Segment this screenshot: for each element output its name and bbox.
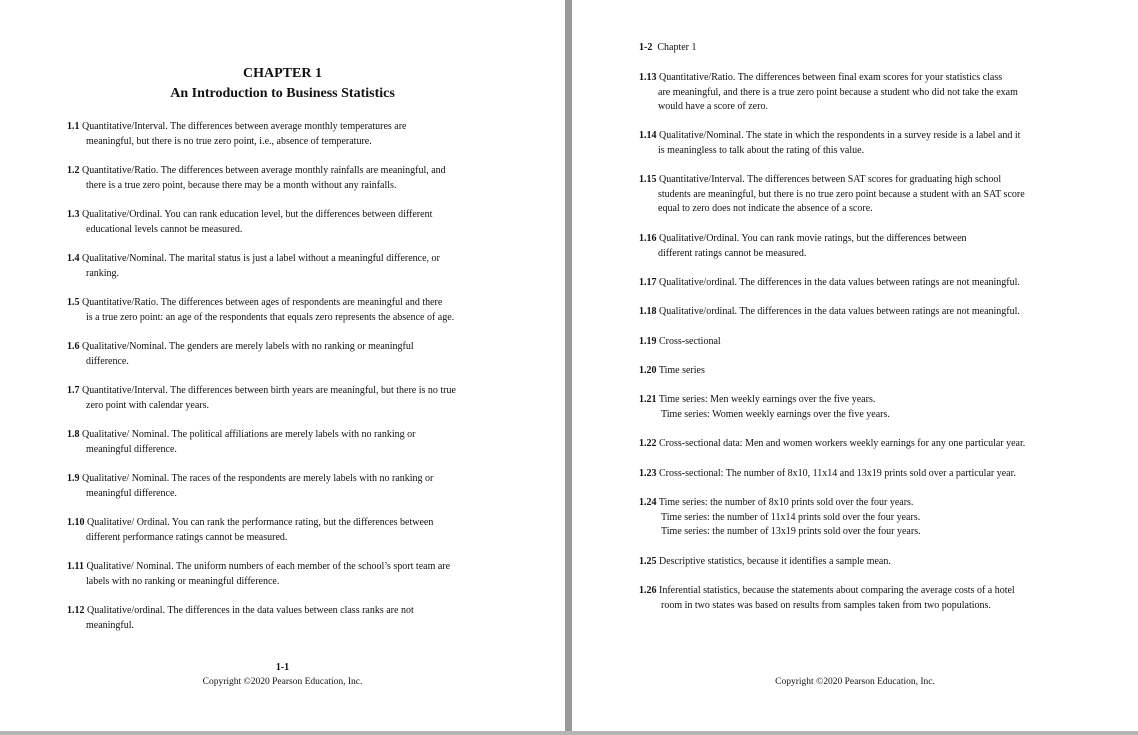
- answer-number: 1.26: [639, 585, 657, 596]
- answer-line: Qualitative/ordinal. The differences in the data values between ratings are not meaningful.: [659, 277, 1020, 288]
- answer-line: Cross-sectional: [659, 336, 721, 347]
- answer-number: 1.14: [639, 130, 657, 141]
- answer-item: [639, 276, 1020, 291]
- answer-number: 1.5: [67, 297, 80, 308]
- answer-number: 1.10: [67, 517, 85, 528]
- answer-item: [67, 252, 440, 281]
- answer-number: 1.8: [67, 429, 80, 440]
- answer-line: Qualitative/ Nominal. The political affiliations are merely labels with no ranking or: [82, 429, 416, 440]
- answer-item: [67, 472, 433, 501]
- answer-item: [639, 364, 705, 379]
- answer-number: 1.25: [639, 556, 657, 567]
- answer-line: ranking.: [86, 267, 120, 279]
- answer-line: are meaningful, and there is a true zero point because a student who did not take the exam: [658, 86, 1018, 98]
- answer-line: Qualitative/Nominal. The marital status is just a label without a meaningful difference, or: [82, 253, 440, 264]
- answer-number: 1.16: [639, 233, 657, 244]
- answer-item: [67, 208, 432, 237]
- answer-line: room in two states was based on results from samples taken from two populations.: [661, 599, 991, 611]
- answer-item: [639, 305, 1020, 320]
- answer-item: [639, 232, 967, 261]
- answer-line: educational levels cannot be measured.: [86, 223, 243, 235]
- answer-number: 1.19: [639, 336, 657, 347]
- answer-number: 1.2: [67, 165, 80, 176]
- answer-line: would have a score of zero.: [658, 101, 768, 112]
- answer-item: [639, 555, 891, 570]
- answer-number: 1.15: [639, 174, 657, 185]
- answer-item: [639, 173, 1025, 217]
- answer-line: Qualitative/Ordinal. You can rank education level, but the differences between different: [82, 209, 433, 220]
- answer-line: Qualitative/ Nominal. The uniform numbers of each member of the school’s sport team are: [86, 561, 451, 572]
- answer-item: [639, 393, 890, 422]
- answer-number: 1.9: [67, 473, 80, 484]
- answer-item: [67, 428, 415, 457]
- answer-line: Time series: the number of 13x19 prints sold over the four years.: [661, 526, 921, 537]
- chapter-subtitle: An Introduction to Business Statistics: [170, 86, 395, 101]
- answer-number: 1.24: [639, 497, 657, 508]
- answer-line: Time series: [658, 365, 705, 376]
- running-head: [639, 42, 697, 53]
- right-page: [572, 0, 1138, 731]
- answer-line: there is a true zero point, because there may be a month without any rainfalls.: [86, 179, 397, 191]
- answer-line: Qualitative/Nominal. The state in which the respondents in a survey reside is a label and it: [659, 130, 1021, 141]
- answer-item: [67, 604, 414, 633]
- answer-line: zero point with calendar years.: [86, 399, 210, 411]
- answer-line: is a true zero point: an age of the respondents that equals zero represents the absence of age.: [86, 311, 455, 323]
- answer-number: 1.6: [67, 341, 80, 352]
- answer-item: [67, 296, 454, 325]
- answer-number: 1.3: [67, 209, 80, 220]
- answer-item: [639, 437, 1025, 452]
- answer-number: 1.11: [67, 561, 84, 572]
- answer-line: Quantitative/Ratio. The differences between average monthly rainfalls are meaningful, and: [82, 165, 446, 176]
- answer-line: Quantitative/Interval. The differences between birth years are meaningful, but there is no true: [82, 385, 456, 396]
- page-divider: [565, 0, 572, 735]
- answer-line: meaningful difference.: [86, 487, 177, 499]
- running-head-text: Chapter 1: [657, 42, 697, 53]
- page-number: 1-1: [275, 662, 290, 673]
- answer-line: Qualitative/ordinal. The differences in the data values between ratings are not meaningful.: [659, 306, 1020, 317]
- answer-number: 1.21: [639, 394, 657, 405]
- answer-line: meaningful difference.: [86, 443, 177, 455]
- answer-number: 1.23: [639, 468, 657, 479]
- answer-number: 1.22: [639, 438, 657, 449]
- answer-item: [67, 384, 456, 413]
- answer-line: Qualitative/ Ordinal. You can rank the performance rating, but the differences between: [87, 517, 434, 528]
- running-head-number: 1-2: [639, 42, 653, 53]
- answer-line: different ratings cannot be measured.: [658, 247, 807, 259]
- answer-number: 1.17: [639, 277, 657, 288]
- answer-item: [639, 584, 1015, 613]
- answer-item: [639, 71, 1018, 115]
- answer-line: is meaningless to talk about the rating of this value.: [658, 144, 865, 156]
- chapter-title: CHAPTER 1: [243, 66, 322, 81]
- answer-line: Cross-sectional data: Men and women workers weekly earnings for any one particular year.: [659, 438, 1026, 449]
- answer-line: labels with no ranking or meaningful difference.: [86, 575, 280, 587]
- answer-line: Time series: the number of 8x10 prints sold over the four years.: [658, 497, 914, 508]
- answer-line: Time series: the number of 11x14 prints sold over the four years.: [661, 511, 921, 523]
- answer-line: Quantitative/Interval. The differences between average monthly temperatures are: [82, 121, 407, 132]
- horizontal-scrollbar-track: [0, 731, 1138, 735]
- answer-number: 1.1: [67, 121, 80, 132]
- answer-item: [639, 129, 1020, 158]
- answer-line: Time series: Women weekly earnings over the five years.: [661, 408, 890, 420]
- answer-line: Descriptive statistics, because it identifies a sample mean.: [659, 556, 891, 567]
- answer-line: difference.: [86, 355, 129, 367]
- answer-line: Quantitative/Ratio. The differences between final exam scores for your statistics class: [659, 72, 1003, 83]
- answer-line: Quantitative/Ratio. The differences between ages of respondents are meaningful and there: [82, 297, 443, 308]
- answer-line: Time series: Men weekly earnings over the five years.: [658, 394, 876, 405]
- answer-number: 1.20: [639, 365, 657, 376]
- answer-item: [639, 467, 1016, 482]
- answer-line: Qualitative/ Nominal. The races of the respondents are merely labels with no ranking or: [82, 473, 434, 484]
- answer-line: meaningful, but there is no true zero point, i.e., absence of temperature.: [86, 135, 372, 147]
- left-page: [0, 0, 565, 731]
- answer-line: different performance ratings cannot be measured.: [86, 531, 288, 543]
- answer-item: [67, 340, 414, 369]
- answer-line: Qualitative/Nominal. The genders are merely labels with no ranking or meaningful: [82, 341, 414, 352]
- answer-number: 1.4: [67, 253, 80, 264]
- answer-item: [67, 164, 446, 193]
- copyright-footer: Copyright ©2020 Pearson Education, Inc.: [775, 677, 935, 687]
- answer-line: Qualitative/Ordinal. You can rank movie ratings, but the differences between: [659, 233, 967, 244]
- answer-line: Cross-sectional: The number of 8x10, 11x14 and 13x19 prints sold over a particular year.: [659, 468, 1016, 479]
- answer-number: 1.12: [67, 605, 85, 616]
- answer-number: 1.7: [67, 385, 80, 396]
- answer-line: Quantitative/Interval. The differences between SAT scores for graduating high school: [659, 174, 1002, 185]
- answer-number: 1.13: [639, 72, 657, 83]
- answer-item: [67, 560, 450, 589]
- answer-line: Inferential statistics, because the statements about comparing the average costs of a hotel: [659, 585, 1015, 596]
- answer-number: 1.18: [639, 306, 657, 317]
- answer-line: Qualitative/ordinal. The differences in the data values between class ranks are not: [87, 605, 414, 616]
- answer-item: [67, 516, 433, 545]
- answer-line: meaningful.: [86, 619, 135, 631]
- answer-line: students are meaningful, but there is no true zero point because a student with an SAT score: [658, 188, 1025, 200]
- answer-line: equal to zero does not indicate the absence of a score.: [658, 203, 873, 214]
- answer-item: [67, 120, 406, 149]
- answer-item: [639, 335, 721, 350]
- copyright-footer: Copyright ©2020 Pearson Education, Inc.: [202, 677, 363, 687]
- answer-item: [639, 496, 921, 540]
